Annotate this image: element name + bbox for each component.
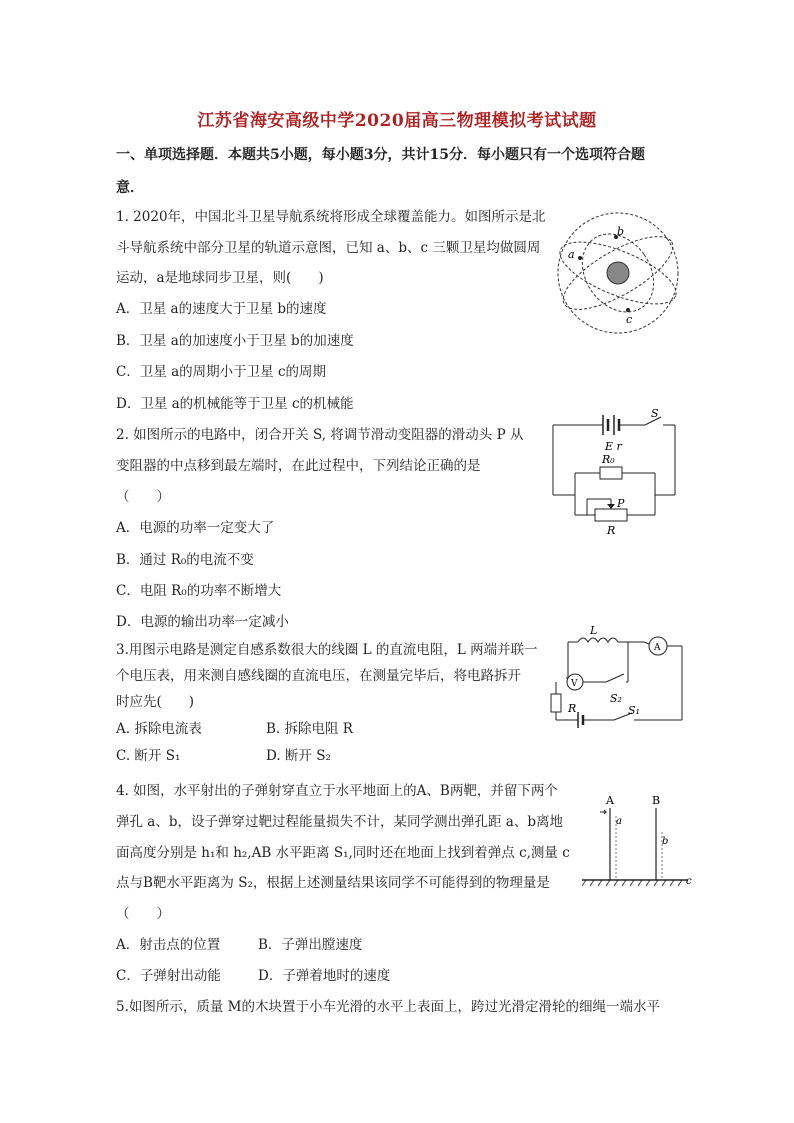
- q4-option-b: B．子弹出膛速度: [258, 937, 363, 953]
- resistor-r0-icon: [600, 467, 622, 479]
- section-heading-line-2: 意．: [116, 180, 144, 196]
- satellite-label-c: c: [626, 313, 633, 326]
- q2-stem-line-3: （ ）: [116, 489, 170, 505]
- q3-stem-line-2: 个电压表，用来测自感线圈的直流电压，在测量完毕后，将电路拆开: [116, 668, 521, 684]
- q4-option-a: A．射击点的位置: [116, 937, 221, 953]
- voltmeter-label: V: [571, 679, 578, 689]
- q2-option-a: A．电源的功率一定变大了: [116, 520, 275, 536]
- q1-option-b: B．卫星 a的加速度小于卫星 b的加速度: [116, 333, 354, 349]
- q3-circuit-figure: [548, 622, 690, 734]
- ammeter-label: A: [654, 643, 661, 653]
- section-heading-line-1: 一、单项选择题．本题共5小题，每小题3分，共计15分．每小题只有一个选项符合题: [116, 147, 645, 163]
- page-title: 江苏省海安高级中学2020届高三物理模拟考试试题: [197, 111, 597, 131]
- q4-stem-line-3: 面高度分别是 h₁和 h₂,AB 水平距离 S₁,同时还在地面上找到着弹点 c,测量 c: [116, 845, 570, 861]
- satellite-label-b: b: [617, 225, 625, 238]
- q4-option-d: D．子弹着地时的速度: [258, 968, 391, 984]
- target-label-b-upper: B: [652, 794, 661, 807]
- q4-option-c: C．子弹射出动能: [116, 968, 221, 984]
- q3-stem-line-3: 时应先( ): [116, 694, 195, 710]
- target-label-a-upper: A: [606, 794, 614, 807]
- inductor-coil-icon: [578, 638, 618, 642]
- q1-option-d: D．卫星 a的机械能等于卫星 c的机械能: [116, 396, 354, 412]
- q3-option-b: B. 拆除电阻 R: [266, 721, 353, 737]
- q4-stem-line-1: 4. 如图，水平射出的子弹射穿直立于水平地面上的A、B两靶，并留下两个: [116, 783, 558, 799]
- q3-option-a: A. 拆除电流表: [116, 721, 202, 737]
- q5-stem-line-1: 5.如图所示，质量 M的木块置于小车光滑的水平上表面上，跨过光滑定滑轮的细绳一端水平: [116, 999, 660, 1015]
- q4-stem-line-4: 点与B靶水平距离为 S₂，根据上述测量结果该同学不可能得到的物理量是: [116, 875, 550, 891]
- bullet-arrow-icon: [600, 810, 606, 814]
- satellite-orbit-figure: [552, 205, 692, 345]
- q3-stem-line-1: 3.用图示电路是测定自感系数很大的线圈 L 的直流电阻，L 两端并联一: [116, 642, 538, 658]
- q1-stem-line-3: 运动，a是地球同步卫星，则( ): [116, 270, 324, 286]
- switch-label-s1: S₁: [628, 704, 640, 717]
- q1-stem-line-1: 1. 2020年，中国北斗卫星导航系统将形成全球覆盖能力。如图所示是北: [116, 209, 546, 225]
- hole-label-a: a: [616, 816, 622, 827]
- coil-label-l: L: [590, 624, 598, 637]
- slider-label-p: P: [617, 497, 625, 510]
- q2-option-c: C．电阻 R₀的功率不断增大: [116, 583, 282, 599]
- rheostat-label-r: R: [607, 524, 616, 537]
- q4-targets-figure: [578, 792, 696, 892]
- q4-stem-line-5: （ ）: [116, 906, 170, 922]
- satellite-label-a: a: [568, 248, 575, 261]
- q2-circuit-figure: [545, 403, 685, 538]
- resistor-r-icon: [551, 694, 561, 712]
- earth-icon: [607, 262, 629, 284]
- q1-option-c: C．卫星 a的周期小于卫星 c的周期: [116, 364, 327, 380]
- q2-stem-line-1: 2. 如图所示的电路中，闭合开关 S, 将调节滑动变阻器的滑动头 P 从: [116, 427, 524, 443]
- q1-stem-line-2: 斗导航系统中部分卫星的轨道示意图，已知 a、b、c 三颗卫星均做圆周: [116, 240, 541, 256]
- hole-label-b: b: [662, 836, 669, 847]
- q3-option-c: C. 断开 S₁: [116, 748, 181, 764]
- q3-option-d: D. 断开 S₂: [266, 748, 331, 764]
- rheostat-icon: [595, 509, 627, 521]
- q2-option-d: D．电源的输出功率一定减小: [116, 614, 289, 630]
- resistor-label-r: R: [568, 702, 577, 715]
- resistor-label-r0: R₀: [602, 453, 615, 466]
- switch-label-s2: S₂: [610, 692, 622, 705]
- impact-label-c: c: [686, 876, 692, 887]
- q4-stem-line-2: 弹孔 a、b，设子弹穿过靶过程能量损失不计，某同学测出弹孔距 a、b离地: [116, 814, 563, 830]
- source-label-er: E r: [605, 440, 622, 453]
- q2-stem-line-2: 变阻器的中点移到最左端时，在此过程中，下列结论正确的是: [116, 458, 481, 474]
- q2-option-b: B．通过 R₀的电流不变: [116, 552, 254, 568]
- q1-option-a: A．卫星 a的速度大于卫星 b的速度: [116, 301, 327, 317]
- switch-label-s: S: [651, 407, 659, 420]
